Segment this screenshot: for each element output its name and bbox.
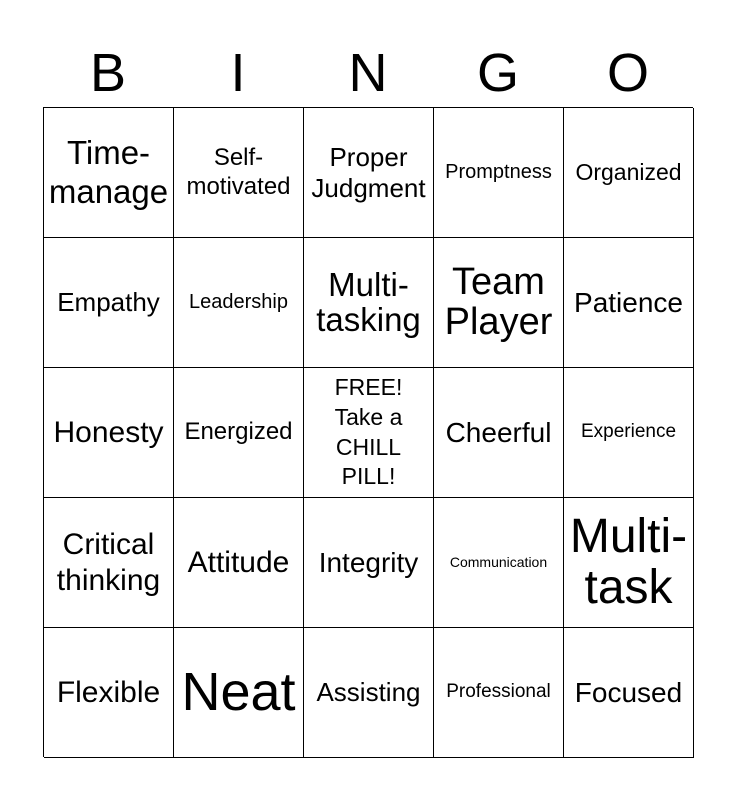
bingo-cell [174, 238, 304, 368]
cell-text: Empathy [57, 287, 160, 318]
header-letter-i: I [230, 43, 246, 103]
cell-text: Critical thinking [56, 528, 161, 597]
bingo-cell [564, 628, 694, 758]
cell-text: Professional [446, 681, 551, 703]
bingo-cell [434, 498, 564, 628]
cell-text: Leadership [189, 290, 288, 313]
bingo-cell [564, 238, 694, 368]
cell-text: Energized [184, 418, 293, 446]
cell-text: Multi-task [569, 510, 688, 614]
cell-text: Organized [575, 158, 682, 185]
bingo-cell [564, 108, 694, 238]
cell-text: Proper Judgment [311, 141, 426, 203]
header-letter-o: O [606, 43, 649, 103]
cell-text: Self-motivated [186, 144, 291, 200]
bingo-header [43, 42, 693, 104]
header-letter-g: G [476, 43, 519, 103]
cell-text: Assisting [316, 677, 421, 708]
bingo-cell [44, 498, 174, 628]
cell-text: Multi-tasking [316, 265, 421, 338]
bingo-cell [304, 238, 434, 368]
bingo-cell [304, 498, 434, 628]
free-space-cell [304, 368, 434, 498]
bingo-cell [174, 108, 304, 238]
bingo-cell [434, 108, 564, 238]
bingo-cell [434, 238, 564, 368]
bingo-cell [44, 628, 174, 758]
cell-text: Neat [181, 661, 296, 722]
bingo-cell [174, 498, 304, 628]
cell-text: Focused [574, 676, 683, 708]
cell-text: Patience [574, 286, 683, 318]
cell-text: Time-manage [48, 133, 169, 210]
bingo-cell [564, 498, 694, 628]
bingo-cell [304, 108, 434, 238]
cell-text: Integrity [318, 546, 419, 578]
bingo-cell [564, 368, 694, 498]
cell-text: Honesty [53, 415, 164, 449]
bingo-grid [43, 107, 693, 757]
cell-text: Attitude [187, 545, 290, 579]
bingo-cell [434, 628, 564, 758]
cell-text: Experience [580, 421, 677, 443]
cell-text: Communication [449, 554, 548, 571]
bingo-cell [174, 368, 304, 498]
free-space-text: FREE! Take a CHILL PILL! [334, 373, 403, 490]
bingo-cell [434, 368, 564, 498]
cell-text: Promptness [445, 160, 552, 183]
cell-text: Team Player [444, 260, 553, 343]
bingo-cell [44, 368, 174, 498]
bingo-cell [304, 628, 434, 758]
cell-text: Flexible [56, 675, 161, 709]
bingo-cell [174, 628, 304, 758]
cell-text: Cheerful [445, 416, 552, 448]
bingo-cell [44, 238, 174, 368]
header-letter-b: B [89, 43, 127, 103]
header-letter-n: N [348, 43, 388, 103]
bingo-cell [44, 108, 174, 238]
